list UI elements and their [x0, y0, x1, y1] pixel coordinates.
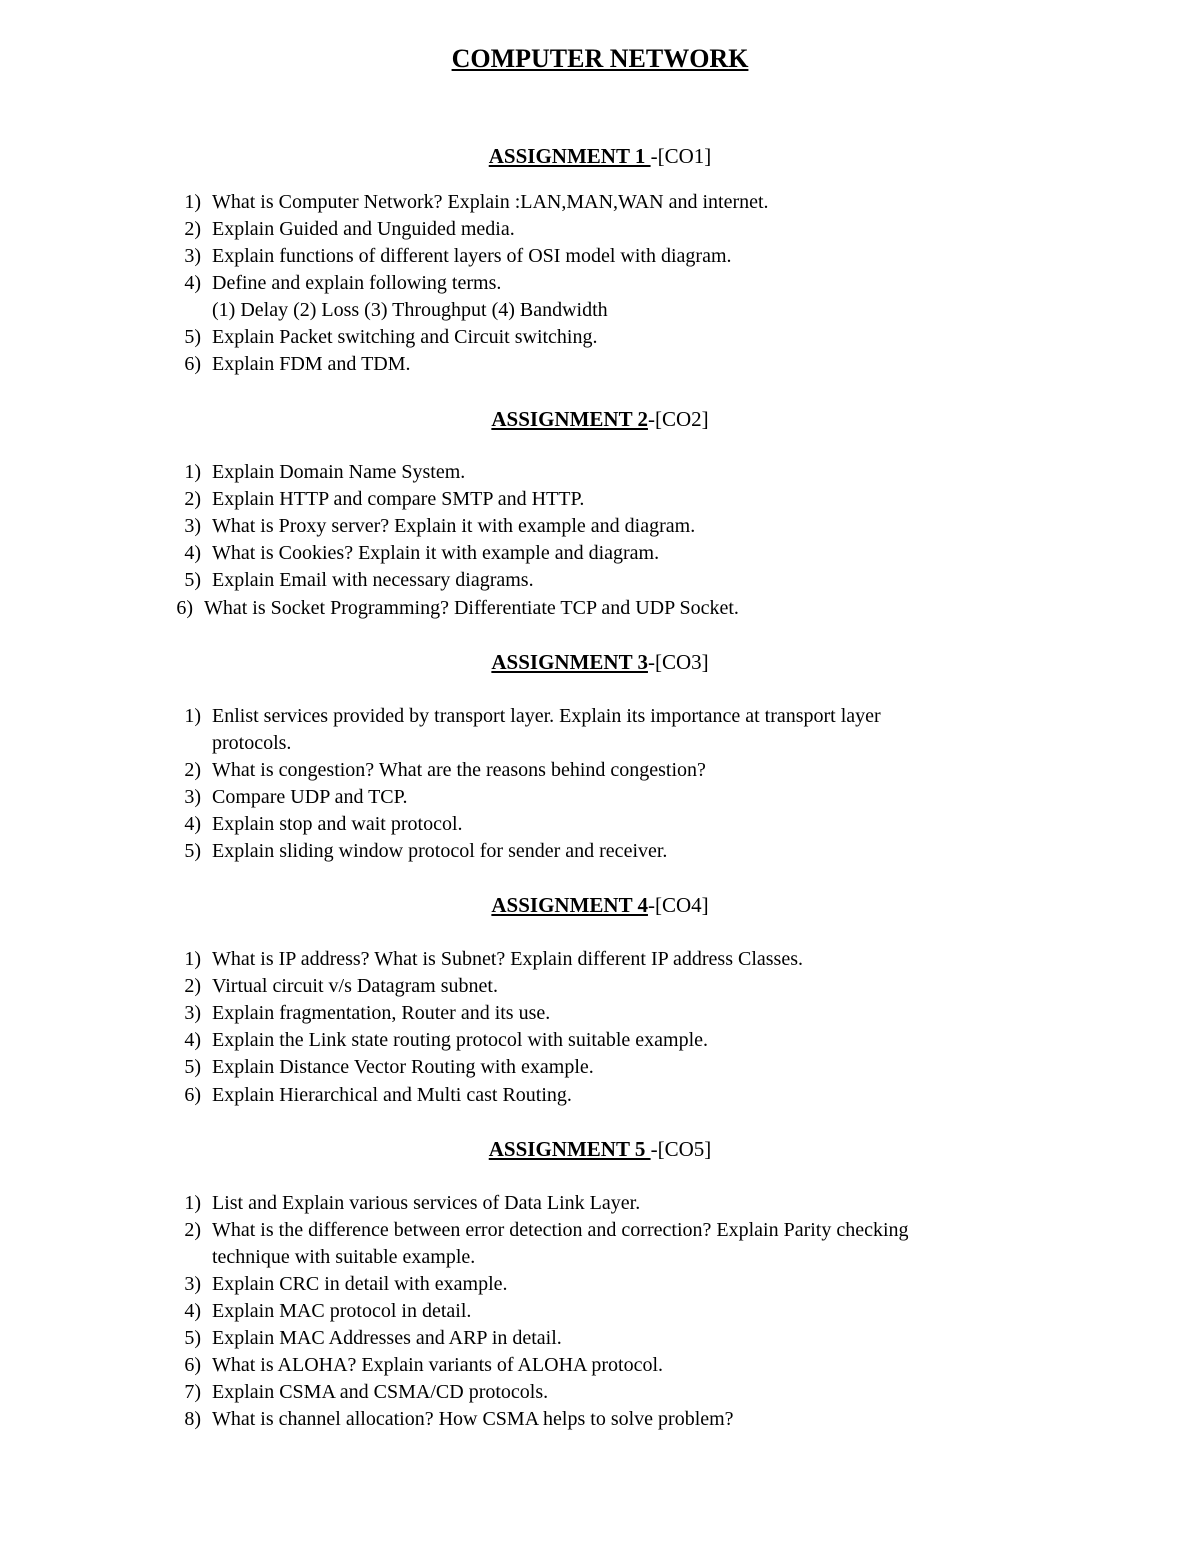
assignment-4-heading-main: ASSIGNMENT 4 [491, 893, 648, 917]
assignment-5-question-6: 6) What is ALOHA? Explain variants of ALOHA protocol. [184, 1354, 664, 1376]
assignment-1-heading-main: ASSIGNMENT 1 [488, 144, 651, 168]
assignment-3-question-1-continuation: protocols. [212, 732, 292, 754]
assignment-3-heading-main: ASSIGNMENT 3 [491, 650, 648, 674]
assignment-5-question-2: 2) What is the difference between error detection and correction? Explain Parity checking [184, 1219, 909, 1241]
assignment-2-question-1: 1) Explain Domain Name System. [184, 461, 466, 483]
assignment-1-heading [0, 142, 1200, 170]
page-title: COMPUTER NETWORK [451, 44, 749, 73]
assignment-2-question-5: 5) Explain Email with necessary diagrams. [184, 569, 534, 591]
assignment-1-question-4: 4) Define and explain following terms. [184, 272, 502, 294]
assignment-4-question-2: 2) Virtual circuit v/s Datagram subnet. [184, 975, 498, 997]
assignment-5-question-8: 8) What is channel allocation? How CSMA helps to solve problem? [184, 1408, 734, 1430]
assignment-3-heading [0, 648, 1200, 676]
assignment-3-question-1: 1) Enlist services provided by transport layer. Explain its importance at transport layer [184, 705, 881, 727]
assignment-2-question-6: 6) What is Socket Programming? Differentiate TCP and UDP Socket. [176, 597, 739, 619]
assignment-1-heading-code: -[CO1] [650, 144, 712, 168]
assignment-4-heading-code: -[CO4] [647, 893, 709, 917]
assignment-4-question-3: 3) Explain fragmentation, Router and its use. [184, 1002, 551, 1024]
assignment-1-question-6: 6) Explain FDM and TDM. [184, 353, 411, 375]
assignment-5-question-2-continuation: technique with suitable example. [212, 1246, 476, 1268]
assignment-4-question-6: 6) Explain Hierarchical and Multi cast Routing. [184, 1084, 572, 1106]
assignment-5-heading-main: ASSIGNMENT 5 [488, 1137, 651, 1161]
assignment-5-question-4: 4) Explain MAC protocol in detail. [184, 1300, 472, 1322]
assignment-2-heading-main: ASSIGNMENT 2 [491, 407, 648, 431]
assignment-2-question-2: 2) Explain HTTP and compare SMTP and HTTP. [184, 488, 585, 510]
assignment-5-question-1: 1) List and Explain various services of Data Link Layer. [184, 1192, 641, 1214]
assignment-3-heading-code: -[CO3] [647, 650, 709, 674]
assignment-4-question-4: 4) Explain the Link state routing protocol with suitable example. [184, 1029, 708, 1051]
assignment-2-heading [0, 405, 1200, 433]
assignment-4-question-5: 5) Explain Distance Vector Routing with example. [184, 1056, 594, 1078]
assignment-5-question-3: 3) Explain CRC in detail with example. [184, 1273, 508, 1295]
assignment-5-heading-code: -[CO5] [650, 1137, 712, 1161]
assignment-4-heading [0, 891, 1200, 919]
assignment-1-question-4-continuation: (1) Delay (2) Loss (3) Throughput (4) Bandwidth [212, 299, 608, 321]
assignment-1-question-3: 3) Explain functions of different layers of OSI model with diagram. [184, 245, 732, 267]
assignment-5-heading [0, 1135, 1200, 1163]
assignment-1-question-5: 5) Explain Packet switching and Circuit switching. [184, 326, 598, 348]
assignment-3-question-4: 4) Explain stop and wait protocol. [184, 813, 463, 835]
assignment-2-heading-code: -[CO2] [647, 407, 709, 431]
assignment-1-question-1: 1) What is Computer Network? Explain :LAN,MAN,WAN and internet. [184, 191, 769, 213]
assignment-5-question-7: 7) Explain CSMA and CSMA/CD protocols. [184, 1381, 549, 1403]
assignment-3-question-5: 5) Explain sliding window protocol for sender and receiver. [184, 840, 668, 862]
assignment-2-question-4: 4) What is Cookies? Explain it with example and diagram. [184, 542, 660, 564]
assignment-3-question-3: 3) Compare UDP and TCP. [184, 786, 408, 808]
assignment-1-question-2: 2) Explain Guided and Unguided media. [184, 218, 515, 240]
assignment-2-question-3: 3) What is Proxy server? Explain it with example and diagram. [184, 515, 696, 537]
assignment-5-question-5: 5) Explain MAC Addresses and ARP in detail. [184, 1327, 562, 1349]
assignment-3-question-2: 2) What is congestion? What are the reasons behind congestion? [184, 759, 706, 781]
assignment-4-question-1: 1) What is IP address? What is Subnet? Explain different IP address Classes. [184, 948, 803, 970]
